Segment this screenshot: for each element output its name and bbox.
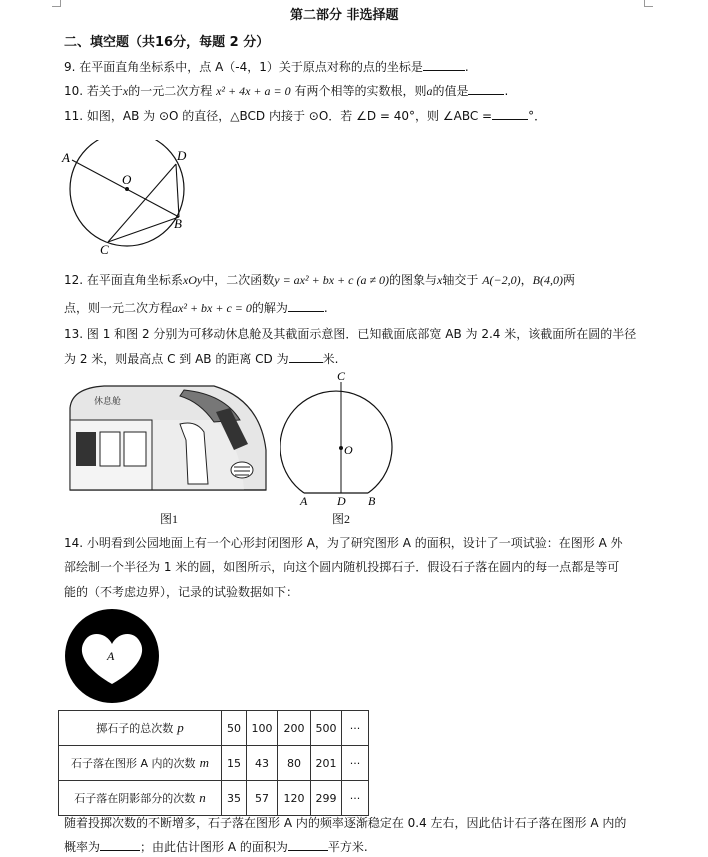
q12-text-b: 中，二次函数: [202, 273, 275, 287]
table-cell: 200: [278, 711, 311, 746]
section-heading: 二、填空题（共16分，每题 2 分）: [64, 35, 270, 50]
table-row: [59, 711, 369, 746]
q10-text-a: 10. 若关于: [64, 84, 123, 98]
table-cell: 80: [278, 746, 311, 781]
question-10: [64, 82, 508, 99]
q10-text-d: 的值是: [432, 84, 469, 98]
row-label: 石子落在阴影部分的次数 n: [59, 781, 222, 816]
capsule-window: [124, 432, 146, 466]
question-11: [64, 107, 546, 124]
label-d: D: [177, 148, 187, 163]
q12-text-f: 点，则一元二次方程: [64, 301, 173, 315]
label-o: O: [344, 443, 353, 457]
answer-blank[interactable]: [100, 838, 140, 851]
q12-xoy: xOy: [182, 273, 203, 287]
conclusion-text-b: ；由此估计图形 A 的面积为: [140, 840, 288, 854]
q12-end: .: [323, 301, 328, 315]
circle-figure-q11: [58, 140, 198, 260]
capsule-window: [76, 432, 96, 466]
question-12-line-1: [64, 271, 575, 288]
table-cell: ···: [342, 711, 369, 746]
table-cell: 43: [247, 746, 278, 781]
conclusion-line-2: [64, 838, 368, 855]
question-9-text: 9. 在平面直角坐标系中，点 A（-4，1）关于原点对称的点的坐标是: [64, 60, 423, 74]
center-point: [125, 187, 129, 191]
row-label: 掷石子的总次数 p: [59, 711, 222, 746]
answer-blank[interactable]: [468, 82, 504, 95]
label-o: O: [122, 172, 132, 187]
conclusion-text-a: 概率为: [64, 840, 101, 854]
cross-section-arc: [280, 391, 392, 493]
experiment-table: [58, 710, 369, 816]
question-9-end: .: [464, 60, 469, 74]
q10-var-a: a: [426, 84, 433, 98]
table-cell: 299: [311, 781, 342, 816]
question-13-line-2: [64, 350, 338, 367]
table-cell: 120: [278, 781, 311, 816]
table-cell: 57: [247, 781, 278, 816]
label-c: C: [337, 372, 346, 383]
question-11-end: °．: [528, 109, 547, 123]
heart-in-circle-figure: [62, 608, 162, 704]
center-point: [339, 446, 343, 450]
row-label: 石子落在图形 A 内的次数 m: [59, 746, 222, 781]
table-cell: 500: [311, 711, 342, 746]
q12-sep: ，: [520, 273, 533, 287]
answer-blank[interactable]: [423, 58, 465, 71]
q13-text: 为 2 米，则最高点 C 到 AB 的距离 CD 为: [64, 352, 289, 366]
q10-end: .: [504, 84, 509, 98]
q13-unit: 米.: [322, 352, 339, 366]
label-a: A: [62, 150, 70, 165]
table-row: [59, 781, 369, 816]
cabin-label: 休息舱: [94, 397, 122, 407]
label-b: B: [174, 216, 182, 231]
page-corner-mark: [52, 0, 61, 7]
table-cell: ···: [342, 746, 369, 781]
q10-equation: x² + 4x + a = 0: [216, 84, 291, 98]
table-cell: 50: [222, 711, 247, 746]
table-cell: 15: [222, 746, 247, 781]
table-row: [59, 746, 369, 781]
segment-db: [176, 164, 179, 217]
answer-blank[interactable]: [289, 350, 323, 363]
table-cell: 201: [311, 746, 342, 781]
q12-text-e: 两: [562, 273, 575, 287]
answer-blank[interactable]: [492, 107, 528, 120]
figure-1-caption: 图1: [160, 512, 179, 526]
question-12-line-2: [64, 299, 328, 316]
label-c: C: [100, 242, 109, 257]
question-14-line-1: 14. 小明看到公园地面上有一个心形封闭图形 A，为了研究图形 A 的面积，设计了一项试验：在图形 A 外: [64, 536, 623, 550]
q12-point-b: B(4,0): [532, 273, 563, 287]
rest-capsule-figure: [64, 380, 274, 495]
q12-text-g: 的解为: [251, 301, 288, 315]
q12-equation: ax² + bx + c = 0: [172, 301, 252, 315]
figure-2-caption: 图2: [332, 512, 351, 526]
capsule-window: [100, 432, 120, 466]
table-cell: 35: [222, 781, 247, 816]
q12-text-c: 的图象与: [389, 273, 438, 287]
capsule-vent: [231, 462, 253, 478]
answer-blank[interactable]: [288, 838, 328, 851]
question-9: [64, 58, 469, 75]
heart-label: A: [107, 649, 115, 663]
conclusion-line-1: 随着投掷次数的不断增多，石子落在图形 A 内的频率逐渐稳定在 0.4 左右，因此估计石子落在图形 A 内的: [64, 816, 627, 830]
q10-text-b: 的一元二次方程: [128, 84, 213, 98]
label-a: A: [300, 494, 308, 507]
q12-text-d: 轴交于: [442, 273, 479, 287]
conclusion-text-c: 平方米.: [327, 840, 368, 854]
q12-function: y = ax² + bx + c (a ≠ 0): [274, 273, 390, 287]
circle-o: [70, 140, 184, 246]
q12-point-a: A(−2,0): [482, 273, 521, 287]
label-d: D: [337, 494, 346, 507]
question-14-line-2: 部绘制一个半径为 1 米的圆，如图所示，向这个圆内随机投掷石子．假设石子落在圆内的每一点都是等可: [64, 560, 620, 574]
q12-x: x: [437, 273, 443, 287]
label-b: B: [368, 494, 376, 507]
answer-blank[interactable]: [288, 299, 324, 312]
page-corner-mark: [644, 0, 653, 7]
q10-var-x: x: [122, 84, 129, 98]
cross-section-figure: [280, 372, 410, 507]
q12-text-a: 12. 在平面直角坐标系: [64, 273, 183, 287]
table-cell: ···: [342, 781, 369, 816]
question-14-line-3: 能的（不考虑边界），记录的试验数据如下：: [64, 585, 299, 599]
page-title: 第二部分 非选择题: [290, 8, 399, 23]
question-13-line-1: 13. 图 1 和图 2 分别为可移动休息舱及其截面示意图．已知截面底部宽 AB 为 2.4 米，该截面所在圆的半径: [64, 327, 637, 341]
question-11-text: 11. 如图，AB 为 ⊙O 的直径，△BCD 内接于 ⊙O．若 ∠D = 40°，则 ∠ABC =: [64, 109, 493, 123]
table-cell: 100: [247, 711, 278, 746]
q10-text-c: 有两个相等的实数根，则: [294, 84, 427, 98]
